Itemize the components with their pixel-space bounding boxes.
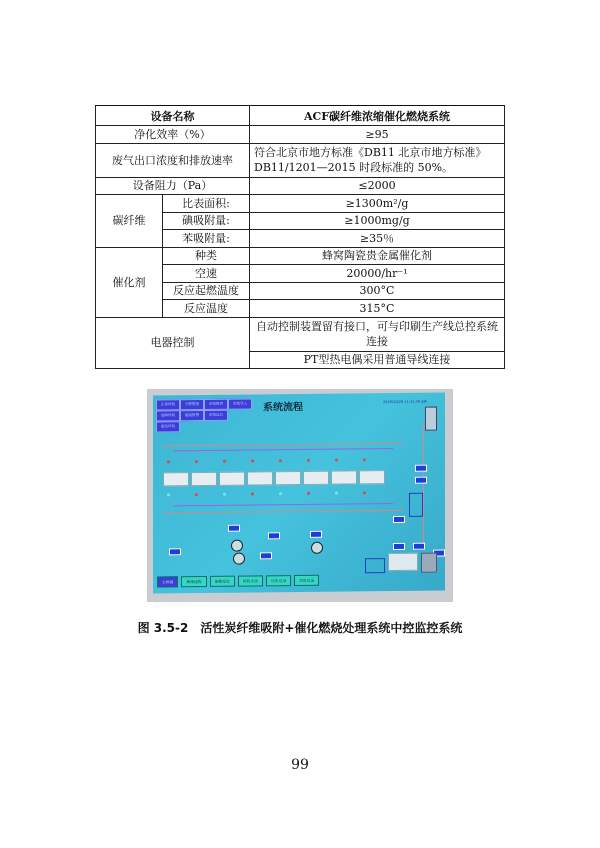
page-number: 99 bbox=[291, 757, 309, 773]
control-screen-photo bbox=[147, 389, 453, 602]
emission-value bbox=[250, 143, 505, 177]
screen-tab-fan: 风机手动 bbox=[238, 575, 263, 586]
ignition-temp-value: 300°C bbox=[250, 282, 505, 300]
electrical-value-2: PT型热电偶采用普通导线连接 bbox=[250, 351, 505, 369]
screen-tab-params: 参数设定 bbox=[210, 576, 235, 587]
emission-label: 废气出口浓度和排放速率 bbox=[96, 143, 250, 177]
space-velocity-label: 空速 bbox=[163, 265, 250, 283]
iodine-adsorption-value: ≥1000mg/g bbox=[250, 212, 505, 230]
benzene-adsorption-value: ≥35％ bbox=[250, 230, 505, 248]
screen-tab-history: 历史记录 bbox=[266, 575, 291, 586]
screen-button: 紧急停机 bbox=[156, 421, 180, 432]
screen-button: 超温报警 bbox=[180, 410, 204, 421]
screen-tab-flow: 系统流程 bbox=[181, 576, 206, 587]
emission-value-line1: 符合北京市地方标准《DB11 北京市地方标准》 bbox=[254, 146, 487, 159]
electrical-value-1: 自动控制装置留有接口，可与印刷生产线总控系统连接 bbox=[250, 317, 505, 351]
screen-clock: 2019/10/20 11:31:39 AM bbox=[383, 399, 427, 405]
screen-button: 故障停机 bbox=[156, 410, 180, 421]
screen-button: 正常停机 bbox=[156, 399, 180, 410]
header-value: ACF碳纤维浓缩催化燃烧系统 bbox=[250, 106, 505, 126]
reaction-temp-value: 315°C bbox=[250, 300, 505, 318]
equipment-spec-table bbox=[95, 105, 505, 369]
space-velocity-value: 20000/hr⁻¹ bbox=[250, 265, 505, 283]
specific-surface-value: ≥1300m²/g bbox=[250, 195, 505, 213]
screen-button: 系统运行 bbox=[204, 410, 228, 421]
screen-tab-main: 主画面 bbox=[157, 576, 178, 587]
screen-tab-bar bbox=[157, 575, 319, 588]
efficiency-value: ≥95 bbox=[250, 126, 505, 144]
electrical-label: 电器控制 bbox=[96, 317, 250, 369]
benzene-adsorption-label: 苯吸附量: bbox=[163, 230, 250, 248]
screen-button: 火警警报 bbox=[180, 399, 204, 410]
header-label: 设备名称 bbox=[96, 106, 250, 126]
figure-caption: 图 3.5-2 活性炭纤维吸附+催化燃烧处理系统中控监控系统 bbox=[137, 621, 463, 635]
carbon-fiber-group: 碳纤维 bbox=[96, 195, 163, 248]
reaction-temp-label: 反应温度 bbox=[163, 300, 250, 318]
ignition-temp-label: 反应起燃温度 bbox=[163, 282, 250, 300]
specific-surface-label: 比表面积: bbox=[163, 195, 250, 213]
iodine-adsorption-label: 碘吸附量: bbox=[163, 212, 250, 230]
screen-button: 系统暂停 bbox=[204, 399, 228, 410]
catalyst-type-label: 种类 bbox=[163, 247, 250, 265]
efficiency-label: 净化效率（%） bbox=[96, 126, 250, 144]
scada-screen bbox=[153, 392, 445, 593]
screen-button: 系统导入 bbox=[228, 398, 252, 409]
resistance-value: ≤2000 bbox=[250, 177, 505, 195]
emission-value-line2: DB11/1201—2015 时段标准的 50%。 bbox=[254, 161, 454, 174]
catalyst-group: 催化剂 bbox=[96, 247, 163, 317]
resistance-label: 设备阻力（Pa） bbox=[96, 177, 250, 195]
screen-title: 系统流程 bbox=[263, 401, 303, 414]
screen-tab-realtime: 实时记录 bbox=[294, 575, 319, 586]
catalyst-type-value: 蜂窝陶瓷贵金属催化剂 bbox=[250, 247, 505, 265]
